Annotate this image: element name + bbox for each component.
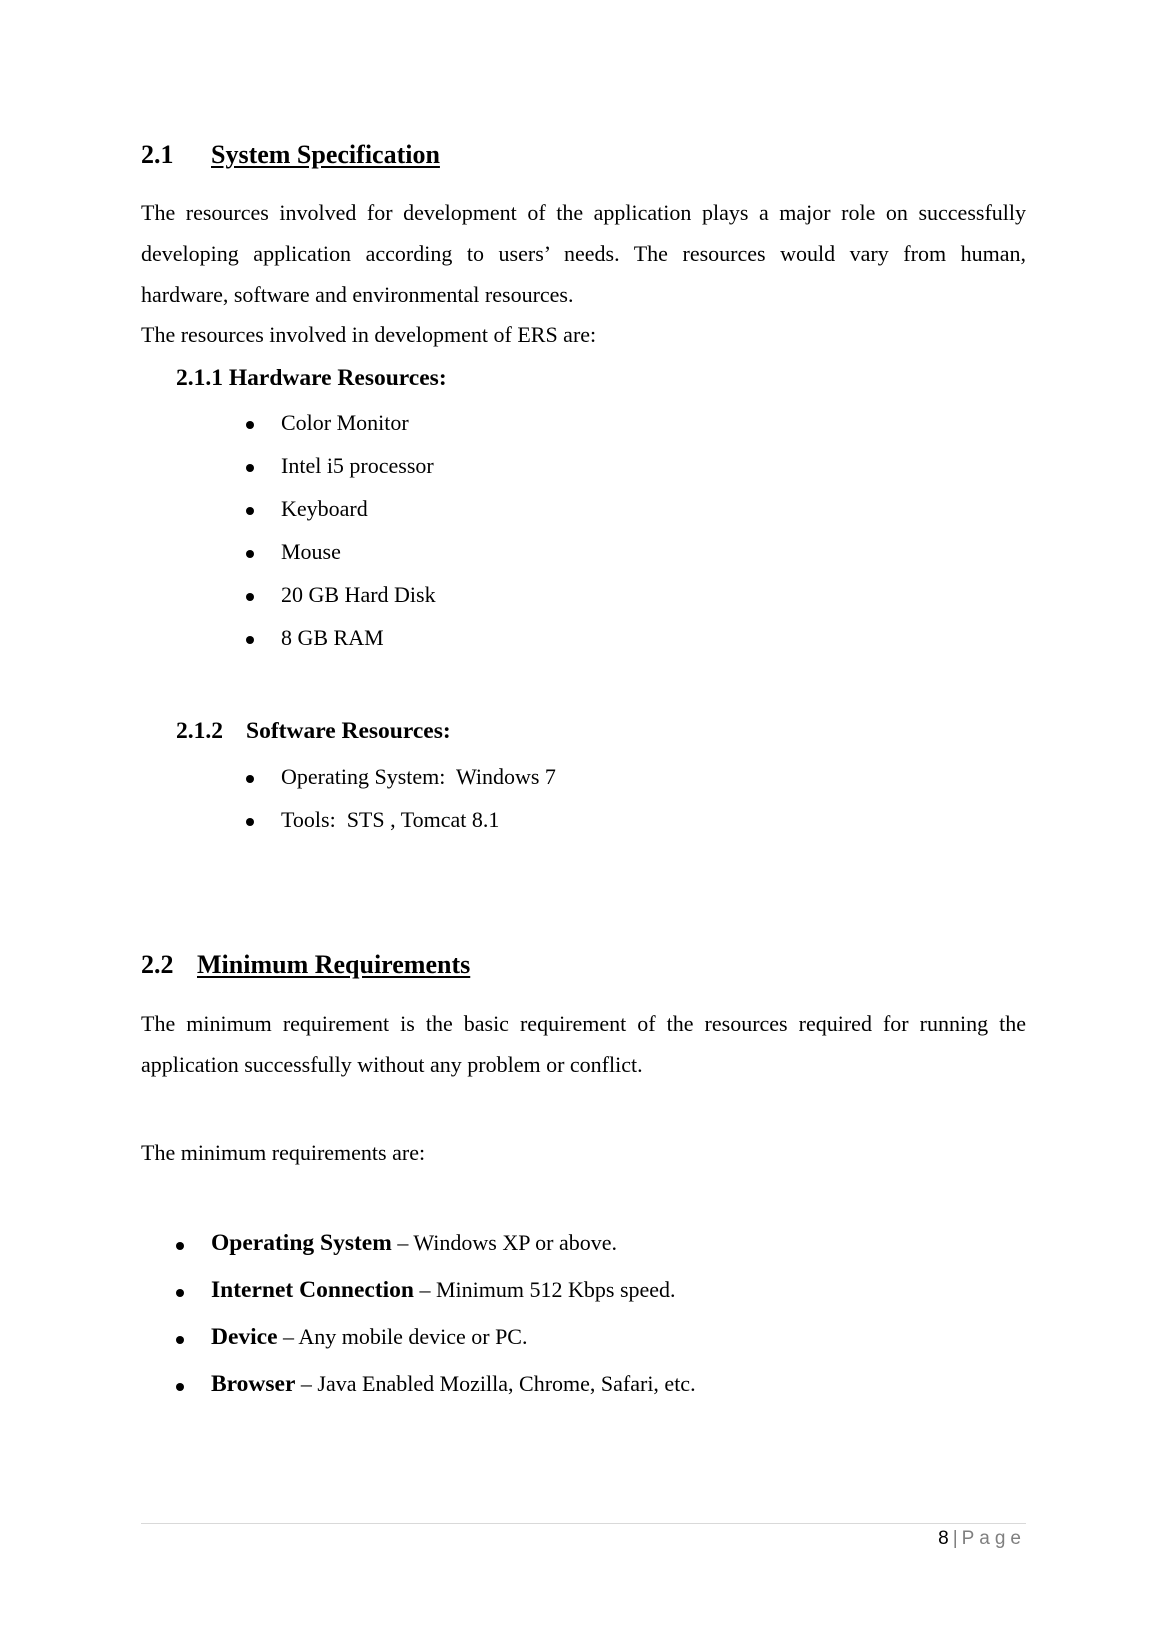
requirement-value: Java Enabled Mozilla, Chrome, Safari, etc.	[317, 1371, 696, 1396]
page-number: 8	[938, 1528, 949, 1549]
bullet-icon	[176, 1383, 184, 1391]
bullet-icon	[246, 593, 254, 601]
bullet-icon	[246, 636, 254, 644]
list-item-text: Intel i5 processor	[281, 453, 434, 478]
requirement-label: Browser	[211, 1371, 296, 1397]
bullet-icon	[246, 775, 254, 783]
subsection-title: Software Resources:	[246, 718, 451, 744]
bullet-icon	[246, 507, 254, 515]
list-item-text: Operating System: Windows 7	[281, 764, 556, 789]
requirement-label: Device	[211, 1324, 278, 1350]
requirements-intro: The minimum requirements are:	[141, 1140, 426, 1165]
section-heading-2-1	[141, 140, 440, 170]
paragraph-line: application successfully without any problem or conflict.	[141, 1052, 643, 1077]
requirement-separator: –	[295, 1371, 318, 1396]
document-page	[141, 0, 1026, 1638]
paragraph-line: developing application according to users’ needs. The resources would vary from human,	[141, 241, 1026, 266]
resources-intro: The resources involved in development of ERS are:	[141, 322, 597, 347]
bullet-icon	[246, 464, 254, 472]
requirement-separator: –	[277, 1324, 299, 1349]
paragraph-line: The resources involved for development of the application plays a major role on successfully	[141, 200, 1026, 225]
bullet-icon	[176, 1242, 184, 1250]
footer-separator: |	[952, 1528, 958, 1549]
subsection-number: 2.1.2	[176, 718, 223, 744]
list-item-text: 8 GB RAM	[281, 625, 384, 650]
requirement-value: Any mobile device or PC.	[298, 1324, 528, 1349]
hardware-heading: 2.1.1 Hardware Resources:	[176, 365, 447, 391]
requirement-separator: –	[391, 1230, 414, 1255]
section-2-2-paragraph	[141, 1003, 1026, 1085]
paragraph-line: The minimum requirement is the basic requirement of the resources required for running the	[141, 1011, 1026, 1036]
list-item-text: Tools: STS , Tomcat 8.1	[281, 807, 500, 832]
bullet-icon	[176, 1289, 184, 1297]
page-label: Page	[961, 1528, 1026, 1549]
bullet-icon	[176, 1336, 184, 1344]
list-item-text: 20 GB Hard Disk	[281, 582, 436, 607]
requirement-label: Operating System	[211, 1230, 392, 1256]
section-2-1-paragraph	[141, 192, 1026, 315]
section-number: 2.1	[141, 140, 174, 169]
bullet-icon	[246, 818, 254, 826]
bullet-icon	[246, 550, 254, 558]
page-footer	[938, 1528, 1026, 1550]
list-item-text: Keyboard	[281, 496, 368, 521]
section-title: Minimum Requirements	[197, 950, 471, 979]
list-item-text: Mouse	[281, 539, 341, 564]
footer-divider	[141, 1523, 1026, 1524]
section-title: System Specification	[211, 140, 440, 169]
list-item-text: Color Monitor	[281, 410, 409, 435]
requirement-label: Internet Connection	[211, 1277, 414, 1303]
paragraph-line: hardware, software and environmental resources.	[141, 282, 574, 307]
requirement-value: Minimum 512 Kbps speed.	[436, 1277, 676, 1302]
section-number: 2.2	[141, 950, 174, 979]
requirement-value: Windows XP or above.	[413, 1230, 618, 1255]
requirement-separator: –	[414, 1277, 436, 1302]
section-heading-2-2	[141, 950, 470, 980]
software-heading	[176, 718, 451, 745]
bullet-icon	[246, 421, 254, 429]
